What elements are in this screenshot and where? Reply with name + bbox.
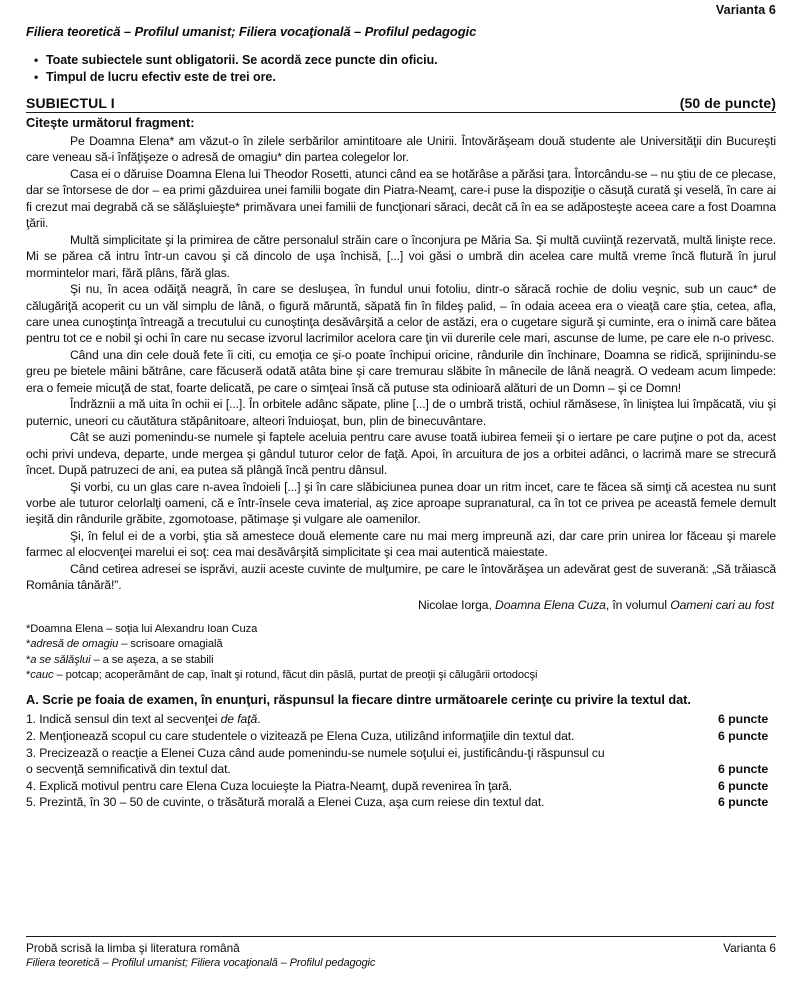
variant-label-top: Varianta 6 xyxy=(715,3,776,17)
question-row xyxy=(26,711,776,728)
footnote-marker: * xyxy=(26,623,31,636)
footnote-item xyxy=(26,653,776,668)
question-body: Menţionează scopul cu care studentele o vizitează pe Elena Cuza, utilizând informaţiile din textul dat. xyxy=(35,729,575,744)
question-row xyxy=(26,794,776,811)
footer-exam-title: Probă scrisă la limba şi literatura română xyxy=(26,941,240,955)
question-row xyxy=(26,778,776,795)
footnote-definition: – potcap; acoperământ de cap, înalt şi rotund, făcut din pâslă, purtat de preoţii şi călugării ortodocşi xyxy=(53,668,538,681)
attribution-connector: , în volumul xyxy=(605,597,671,612)
passage-paragraph: Pe Doamna Elena* am văzut-o în zilele serbărilor amintitoare ale Unirii. Întovărăşeam două studente ale Universităţii din Bucureşti care veneau să-i înfăţişeze o adresă de omagiu* din partea colegelor lor. xyxy=(26,134,776,165)
footer-variant: Varianta 6 xyxy=(723,941,776,955)
subject-title: SUBIECTUL I xyxy=(26,95,115,111)
page-footer xyxy=(26,936,776,970)
filiera-heading: Filiera teoretică – Profilul umanist; Filiera vocaţională – Profilul pedagogic xyxy=(26,24,477,39)
question-italic-term: de faţă xyxy=(220,712,258,727)
footnote-term: adresă de omagiu xyxy=(30,638,119,651)
attribution-work-title: Doamna Elena Cuza xyxy=(495,597,606,612)
instructions-list xyxy=(26,52,776,86)
question-continuation: o secvenţă semnificativă din textul dat. xyxy=(26,762,231,777)
question-block xyxy=(26,745,776,778)
passage-paragraph: Când cetirea adresei se isprăvi, auzii aceste cuvinte de mulţumire, pe care le întovărăşea un adevărat gest de suverană: „Să trăiască România tânără!”. xyxy=(26,561,776,593)
footnote-term: cauc xyxy=(30,668,54,681)
instruction-text: Timpul de lucru efectiv este de trei ore. xyxy=(46,70,276,84)
passage-paragraph: Şi, în felul ei de a vorbi, ştia să amestece două elemente care nu mai merg impreună azi, dar care prin unirea lor făceau şi marele farmec al elocvenţei marelui ei soţ: cea mai desăvârşită simplicitate şi cea mai autentică maiestate. xyxy=(26,528,776,560)
part-a-intro: A. Scrie pe foaia de examen, în enunţuri, răspunsul la fiecare dintre următoarele cerinţe cu privire la textul dat. xyxy=(26,691,691,707)
question-points: 6 puncte xyxy=(718,712,769,727)
question-number: 2. xyxy=(26,729,36,744)
passage-paragraph: Casa ei o dăruise Doamna Elena lui Theodor Rosetti, atunci când ea se hotărâse a părăsi ţara. Întorcându-se – nu ştiu de ce plecase, dar se întorsese de dor – ea primi găzduirea unei familii bogate din Piatra-Neamţ, care-i puse la dispoziţie o căsuţă curată şi veselă, în care ai fi crezut mai degrabă că se sălăşluieşte* primăvara unei familii de funcţionari săraci, decât că în ea se adăposteşte aceea care a fost Doamna ţării. xyxy=(26,166,776,231)
passage-paragraph: Îndrăznii a mă uita în ochii ei [...]. În orbitele adânc săpate, pline [...] de o umbră tristă, ochiul rămăsese, în liniştea lui împăcată, viu şi puternic, uneori cu căutătura stăpânitoare, alteori înduioşat, bun, plin de binecuvântare. xyxy=(26,397,776,428)
subject-points: (50 de puncte) xyxy=(679,95,776,111)
question-body: Explică motivul pentru care Elena Cuza locuieşte la Piatra-Neamţ, după revenirea în ţară. xyxy=(35,778,513,793)
attribution-volume-title: Oameni cari au fost xyxy=(670,597,774,612)
question-number: 1. xyxy=(26,712,36,727)
footnote-term: a se sălăşlui xyxy=(30,653,91,666)
question-body: Indică sensul din text al secvenţei xyxy=(35,712,221,727)
instruction-item xyxy=(26,52,776,69)
instruction-text: Toate subiectele sunt obligatorii. Se acordă zece puncte din oficiu. xyxy=(46,53,438,67)
question-body: Prezintă, în 30 – 50 de cuvinte, o trăsătură morală a Elenei Cuza, aşa cum reiese din textul dat. xyxy=(35,795,545,810)
footnote-marker: * xyxy=(26,653,31,666)
question-points: 6 puncte xyxy=(718,795,769,810)
question-text xyxy=(26,778,708,795)
footnote-item xyxy=(26,637,776,652)
footer-filiera: Filiera teoretică – Profilul umanist; Filiera vocaţională – Profilul pedagogic xyxy=(26,957,376,969)
footnote-item xyxy=(26,622,776,637)
question-continuation-row xyxy=(26,761,776,778)
question-number: 3. xyxy=(26,745,36,760)
footer-main-row xyxy=(26,941,776,956)
attribution-author: Nicolae Iorga, xyxy=(417,597,492,612)
question-points: 6 puncte xyxy=(718,762,769,777)
subject-heading-bar xyxy=(26,95,776,113)
question-text xyxy=(26,794,708,811)
read-prompt: Citeşte următorul fragment: xyxy=(26,115,195,130)
question-body: Precizează o reacţie a Elenei Cuza când aude pomenindu-se numele soţului ei, justificându-ţi răspunsul cu xyxy=(35,745,605,760)
question-number: 5. xyxy=(26,795,36,810)
question-row xyxy=(26,728,776,745)
passage-paragraph: Multă simplicitate şi la primirea de către personalul străin care o înconjura pe Măria Sa. Şi multă cuviinţă rezervată, multă linişte rece. Mi se părea că intru într-un cavou şi că dincolo de uşa închisă, [...] voi găsi o umbră din acelea care multă vreme încă flutură în jurul mormintelor mari, fără plâns, fără glas. xyxy=(26,232,776,280)
footnote-definition: – a se aşeza, a se stabili xyxy=(90,653,214,666)
footnote-marker: * xyxy=(26,638,31,651)
passage-paragraph: Şi nu, în acea odăiţă neagră, în care se desluşea, în fundul unui fotoliu, dintr-o săracă rochie de doliu veşnic, sub un cauc* de călugăriţă acoperit cu un văl simplu de lână, o figură măruntă, săpată fin în fildeş palid, – în odaia aceea era o vieaţă care ştia, cetea, afla, care unea cunoştinţa întreagă a trecutului cu cunoştinţa desăvârşită a celor de astăzi, era o cugetare sigură şi cuminte, era o inimă care bătea pentru tot ce e nobil şi ochi în care nu secase izvorul lacrimilor acelora care ţin vii durerile cele mari, ascunse de lume, pe care ele n-o privesc. xyxy=(26,282,776,346)
question-text xyxy=(26,745,776,762)
footer-divider xyxy=(26,936,776,937)
bullet-icon: • xyxy=(34,53,39,67)
footnote-definition: – soţia lui Alexandru Ioan Cuza xyxy=(103,623,258,636)
passage-paragraph: Cât se auzi pomenindu-se numele şi faptele aceluia pentru care avuse toată iubirea femeii şi o iertare pe care puţine o pot da, acest ochi privi undeva, departe, unde mergea şi gândul tuturor celor de faţă. Apoi, în arcuitura de jos a orbitei adânci, o lacrimă mare se strecură încet. După patruzeci de ani, ea putea să plângă încă pentru dânsul. xyxy=(26,430,776,478)
questions-list xyxy=(26,711,776,811)
footnote-term: Doamna Elena xyxy=(30,623,104,636)
footnote-definition: – scrisoare omagială xyxy=(118,638,223,651)
bullet-icon: • xyxy=(34,70,39,84)
question-points: 6 puncte xyxy=(718,778,769,793)
footnotes-list xyxy=(26,622,776,683)
passage-paragraph: Şi vorbi, cu un glas care n-avea îndoieli [...] şi în care slăbiciunea punea doar un ritm incet, care te făcea să simţi că acestea nu sunt vorbe ale tuturor celorlalţi oameni, că e într-însele ceva imaterial, aş zice aproape supranatural, ca în tot ce privea pe această femele demult ieşită din rândurile grăbite, zgomotoase, pătimaşe şi vulgare ale oamenilor. xyxy=(26,479,776,527)
question-points: 6 puncte xyxy=(718,729,769,744)
passage-body xyxy=(26,133,776,594)
question-text xyxy=(26,711,708,728)
instruction-item xyxy=(26,69,776,86)
footnote-item xyxy=(26,668,776,683)
footnote-marker: * xyxy=(26,668,31,681)
question-number: 4. xyxy=(26,778,36,793)
question-text xyxy=(26,728,708,745)
passage-paragraph: Când una din cele două fete îi citi, cu emoţia ce şi-o poate închipui oricine, rândurile din închinare, Doamna se ridică, sprijinindu-se greu pe bietele mâini bătrâne, care făcuseră odată atâta bine şi care tremurau slăbite în mânecile de lână neagră. O vedeam acum limpede: era o femeie micuţă de stat, foarte delicată, pe care o simţeai însă că putuse sta odinioară alături de un Domn – şi ce Domn! xyxy=(26,347,776,395)
passage-attribution xyxy=(26,597,776,613)
question-body-end: . xyxy=(257,712,261,727)
